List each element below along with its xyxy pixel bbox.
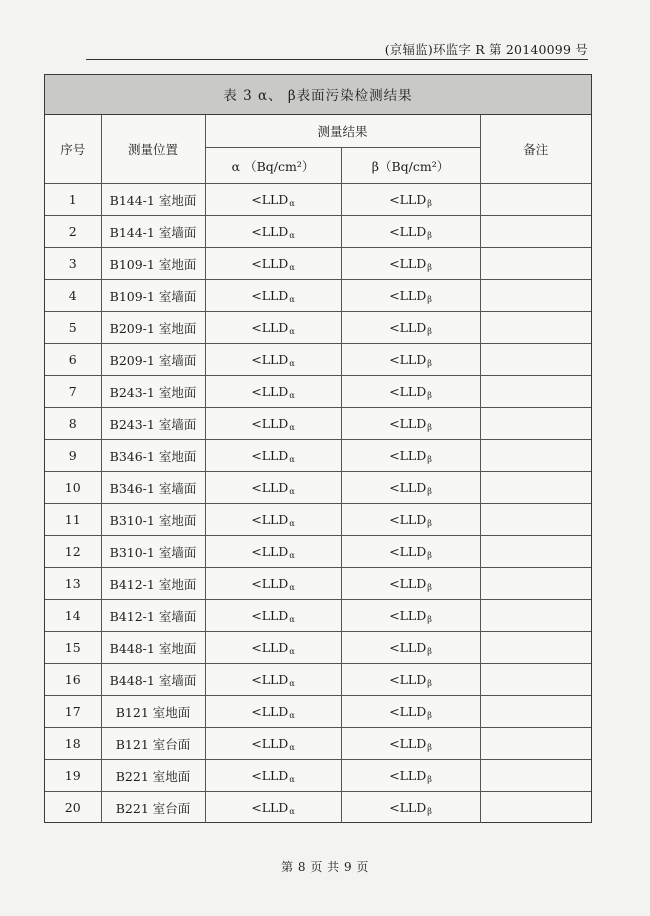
cell-alpha	[205, 536, 341, 568]
cell-location	[101, 536, 205, 568]
table-row	[45, 408, 591, 440]
cell-seq	[45, 760, 101, 792]
cell-seq	[45, 632, 101, 664]
cell-location	[101, 312, 205, 344]
cell-location-value: B209-1 室地面	[109, 320, 197, 336]
table-row	[45, 536, 591, 568]
cell-location-value: B209-1 室墙面	[109, 352, 197, 368]
cell-alpha-subscript: α	[289, 774, 295, 784]
cell-alpha-subscript: α	[289, 710, 295, 720]
cell-remark	[480, 472, 591, 504]
header-seq: 序号	[45, 115, 101, 184]
header-beta: β（Bq/cm²）	[341, 148, 480, 184]
cell-seq-value: 12	[64, 544, 81, 559]
cell-beta	[341, 728, 480, 760]
cell-alpha-value: <LLD	[251, 287, 289, 303]
cell-location-value: B243-1 室地面	[109, 384, 197, 400]
cell-seq-value: 1	[68, 192, 77, 207]
cell-location	[101, 632, 205, 664]
cell-remark	[480, 568, 591, 600]
cell-beta	[341, 632, 480, 664]
cell-location	[101, 376, 205, 408]
cell-alpha	[205, 568, 341, 600]
cell-beta-subscript: β	[427, 774, 432, 784]
cell-location	[101, 664, 205, 696]
cell-seq-value: 8	[68, 416, 77, 431]
cell-remark	[480, 600, 591, 632]
table-caption: 表 3 α、 β表面污染检测结果	[45, 75, 591, 115]
cell-location-value: B412-1 室墙面	[109, 608, 197, 624]
cell-beta-subscript: β	[427, 806, 432, 816]
cell-alpha-value: <LLD	[251, 511, 289, 527]
cell-remark	[480, 728, 591, 760]
cell-location	[101, 504, 205, 536]
cell-remark	[480, 760, 591, 792]
cell-location-value: B121 室地面	[115, 704, 191, 720]
cell-location-value: B144-1 室墙面	[109, 224, 197, 240]
cell-remark	[480, 248, 591, 280]
cell-remark	[480, 408, 591, 440]
cell-seq	[45, 728, 101, 760]
cell-alpha	[205, 760, 341, 792]
cell-beta-subscript: β	[427, 518, 432, 528]
cell-alpha-value: <LLD	[251, 191, 289, 207]
cell-alpha-subscript: α	[289, 294, 295, 304]
cell-seq	[45, 600, 101, 632]
cell-location-value: B310-1 室地面	[109, 512, 197, 528]
cell-location	[101, 440, 205, 472]
cell-seq	[45, 312, 101, 344]
cell-alpha	[205, 696, 341, 728]
cell-location-value: B109-1 室地面	[109, 256, 197, 272]
table-row	[45, 248, 591, 280]
cell-alpha	[205, 440, 341, 472]
cell-beta	[341, 248, 480, 280]
cell-beta-subscript: β	[427, 326, 432, 336]
cell-seq	[45, 696, 101, 728]
cell-alpha-value: <LLD	[251, 543, 289, 559]
cell-alpha-value: <LLD	[251, 319, 289, 335]
cell-seq-value: 5	[68, 320, 77, 335]
table-row	[45, 312, 591, 344]
cell-beta-subscript: β	[427, 262, 432, 272]
cell-remark	[480, 184, 591, 216]
cell-alpha	[205, 600, 341, 632]
cell-seq	[45, 344, 101, 376]
table-row	[45, 632, 591, 664]
cell-alpha-subscript: α	[289, 198, 295, 208]
cell-beta	[341, 472, 480, 504]
header-alpha: α （Bq/cm²）	[205, 148, 341, 184]
cell-beta-subscript: β	[427, 422, 432, 432]
cell-location-value: B221 室台面	[115, 800, 191, 816]
cell-alpha-subscript: α	[289, 454, 295, 464]
table-row	[45, 728, 591, 760]
document-reference-number: (京辐监)环监字 R 第 20140099 号	[384, 42, 588, 57]
cell-alpha	[205, 472, 341, 504]
page-number: 第 8 页 共 9 页	[281, 860, 369, 874]
cell-seq-value: 16	[64, 672, 81, 687]
cell-seq	[45, 376, 101, 408]
cell-alpha-subscript: α	[289, 614, 295, 624]
cell-seq	[45, 184, 101, 216]
cell-beta	[341, 760, 480, 792]
header-remark: 备注	[480, 115, 591, 184]
cell-alpha-value: <LLD	[251, 255, 289, 271]
table-row	[45, 760, 591, 792]
cell-beta-subscript: β	[427, 614, 432, 624]
cell-location	[101, 344, 205, 376]
cell-beta-subscript: β	[427, 710, 432, 720]
cell-alpha	[205, 312, 341, 344]
cell-seq-value: 19	[64, 768, 81, 783]
cell-beta-value: <LLD	[389, 255, 427, 271]
cell-alpha-value: <LLD	[251, 703, 289, 719]
cell-beta-subscript: β	[427, 390, 432, 400]
table-row	[45, 600, 591, 632]
cell-alpha-value: <LLD	[251, 575, 289, 591]
cell-beta-subscript: β	[427, 486, 432, 496]
cell-beta-value: <LLD	[389, 799, 427, 815]
cell-remark	[480, 632, 591, 664]
cell-location	[101, 280, 205, 312]
cell-seq	[45, 568, 101, 600]
cell-remark	[480, 504, 591, 536]
cell-alpha-subscript: α	[289, 678, 295, 688]
cell-location-value: B346-1 室墙面	[109, 480, 197, 496]
cell-alpha	[205, 632, 341, 664]
cell-beta	[341, 568, 480, 600]
cell-seq	[45, 248, 101, 280]
cell-beta	[341, 440, 480, 472]
cell-beta	[341, 536, 480, 568]
cell-alpha	[205, 792, 341, 824]
cell-alpha-subscript: α	[289, 486, 295, 496]
cell-beta	[341, 408, 480, 440]
cell-location	[101, 728, 205, 760]
header-location: 测量位置	[101, 115, 205, 184]
cell-alpha-subscript: α	[289, 326, 295, 336]
cell-seq-value: 20	[64, 800, 81, 815]
cell-seq-value: 13	[64, 576, 81, 591]
cell-beta-value: <LLD	[389, 383, 427, 399]
cell-beta	[341, 344, 480, 376]
cell-location	[101, 792, 205, 824]
cell-beta	[341, 664, 480, 696]
cell-remark	[480, 440, 591, 472]
cell-beta-subscript: β	[427, 550, 432, 560]
cell-seq	[45, 440, 101, 472]
cell-location-value: B109-1 室墙面	[109, 288, 197, 304]
cell-alpha-value: <LLD	[251, 607, 289, 623]
cell-remark	[480, 376, 591, 408]
cell-alpha-subscript: α	[289, 806, 295, 816]
cell-beta-value: <LLD	[389, 607, 427, 623]
cell-beta-subscript: β	[427, 742, 432, 752]
results-table-frame	[44, 74, 592, 823]
cell-remark	[480, 792, 591, 824]
cell-beta	[341, 600, 480, 632]
cell-seq-value: 15	[64, 640, 81, 655]
cell-beta-value: <LLD	[389, 447, 427, 463]
table-row	[45, 440, 591, 472]
cell-alpha-subscript: α	[289, 422, 295, 432]
cell-remark	[480, 536, 591, 568]
cell-location-value: B221 室地面	[115, 768, 191, 784]
cell-beta-subscript: β	[427, 678, 432, 688]
cell-alpha	[205, 344, 341, 376]
cell-alpha-value: <LLD	[251, 383, 289, 399]
cell-location	[101, 760, 205, 792]
cell-seq-value: 3	[68, 256, 77, 271]
cell-seq-value: 6	[68, 352, 77, 367]
cell-beta	[341, 376, 480, 408]
cell-alpha-value: <LLD	[251, 447, 289, 463]
cell-location-value: B310-1 室墙面	[109, 544, 197, 560]
cell-seq-value: 11	[64, 512, 81, 527]
cell-beta-subscript: β	[427, 198, 432, 208]
surface-contamination-table	[45, 115, 591, 823]
cell-remark	[480, 696, 591, 728]
cell-beta-subscript: β	[427, 294, 432, 304]
cell-alpha-subscript: α	[289, 230, 295, 240]
table-row	[45, 184, 591, 216]
cell-beta	[341, 280, 480, 312]
cell-beta	[341, 312, 480, 344]
cell-location-value: B121 室台面	[115, 736, 191, 752]
cell-alpha	[205, 664, 341, 696]
header-rule	[86, 59, 588, 60]
cell-alpha-subscript: α	[289, 742, 295, 752]
cell-beta-value: <LLD	[389, 223, 427, 239]
table-row	[45, 376, 591, 408]
cell-alpha-subscript: α	[289, 550, 295, 560]
cell-beta-value: <LLD	[389, 575, 427, 591]
cell-beta-subscript: β	[427, 358, 432, 368]
cell-remark	[480, 216, 591, 248]
cell-seq	[45, 792, 101, 824]
cell-beta-value: <LLD	[389, 511, 427, 527]
cell-location-value: B412-1 室地面	[109, 576, 197, 592]
cell-alpha-subscript: α	[289, 582, 295, 592]
cell-beta-value: <LLD	[389, 639, 427, 655]
cell-seq	[45, 472, 101, 504]
cell-remark	[480, 344, 591, 376]
header-results: 测量结果	[205, 115, 480, 148]
cell-remark	[480, 664, 591, 696]
cell-alpha-value: <LLD	[251, 223, 289, 239]
cell-seq-value: 18	[64, 736, 81, 751]
cell-location	[101, 568, 205, 600]
cell-beta-subscript: β	[427, 454, 432, 464]
cell-seq-value: 14	[64, 608, 81, 623]
table-row	[45, 568, 591, 600]
cell-beta-value: <LLD	[389, 543, 427, 559]
table-row	[45, 216, 591, 248]
cell-alpha	[205, 280, 341, 312]
cell-beta-value: <LLD	[389, 479, 427, 495]
cell-location-value: B346-1 室地面	[109, 448, 197, 464]
cell-alpha-subscript: α	[289, 518, 295, 528]
cell-beta-value: <LLD	[389, 351, 427, 367]
cell-beta	[341, 184, 480, 216]
cell-beta-value: <LLD	[389, 703, 427, 719]
cell-alpha-value: <LLD	[251, 479, 289, 495]
cell-alpha-value: <LLD	[251, 639, 289, 655]
cell-location-value: B448-1 室墙面	[109, 672, 197, 688]
cell-beta-subscript: β	[427, 582, 432, 592]
table-row	[45, 472, 591, 504]
cell-beta-value: <LLD	[389, 671, 427, 687]
cell-alpha	[205, 216, 341, 248]
cell-alpha	[205, 504, 341, 536]
cell-seq-value: 9	[68, 448, 77, 463]
cell-alpha-subscript: α	[289, 390, 295, 400]
cell-seq	[45, 216, 101, 248]
cell-alpha-value: <LLD	[251, 671, 289, 687]
cell-remark	[480, 312, 591, 344]
cell-beta	[341, 696, 480, 728]
table-row	[45, 792, 591, 824]
table-row	[45, 664, 591, 696]
cell-seq-value: 4	[68, 288, 77, 303]
cell-alpha-value: <LLD	[251, 415, 289, 431]
cell-seq-value: 7	[68, 384, 77, 399]
cell-beta-value: <LLD	[389, 287, 427, 303]
cell-location-value: B243-1 室墙面	[109, 416, 197, 432]
cell-beta-subscript: β	[427, 230, 432, 240]
cell-location	[101, 248, 205, 280]
cell-alpha-value: <LLD	[251, 799, 289, 815]
cell-beta-value: <LLD	[389, 415, 427, 431]
cell-location	[101, 696, 205, 728]
table-row	[45, 344, 591, 376]
cell-alpha	[205, 728, 341, 760]
table-row	[45, 504, 591, 536]
cell-alpha	[205, 376, 341, 408]
cell-beta-value: <LLD	[389, 735, 427, 751]
cell-seq	[45, 280, 101, 312]
cell-location	[101, 600, 205, 632]
cell-location-value: B448-1 室地面	[109, 640, 197, 656]
cell-beta-subscript: β	[427, 646, 432, 656]
cell-seq-value: 17	[64, 704, 81, 719]
cell-beta-value: <LLD	[389, 767, 427, 783]
cell-seq	[45, 536, 101, 568]
cell-alpha-subscript: α	[289, 646, 295, 656]
cell-seq-value: 2	[68, 224, 77, 239]
cell-seq	[45, 664, 101, 696]
cell-location	[101, 184, 205, 216]
cell-alpha-subscript: α	[289, 358, 295, 368]
cell-alpha-value: <LLD	[251, 351, 289, 367]
cell-alpha-subscript: α	[289, 262, 295, 272]
cell-beta-value: <LLD	[389, 319, 427, 335]
cell-location	[101, 408, 205, 440]
cell-beta	[341, 792, 480, 824]
table-row	[45, 280, 591, 312]
cell-alpha	[205, 184, 341, 216]
cell-seq	[45, 504, 101, 536]
cell-seq-value: 10	[64, 480, 81, 495]
cell-alpha-value: <LLD	[251, 735, 289, 751]
cell-alpha-value: <LLD	[251, 767, 289, 783]
cell-location-value: B144-1 室地面	[109, 192, 197, 208]
cell-seq	[45, 408, 101, 440]
cell-alpha	[205, 248, 341, 280]
cell-beta-value: <LLD	[389, 191, 427, 207]
cell-location	[101, 216, 205, 248]
cell-remark	[480, 280, 591, 312]
cell-beta	[341, 216, 480, 248]
cell-location	[101, 472, 205, 504]
cell-beta	[341, 504, 480, 536]
table-row	[45, 696, 591, 728]
cell-alpha	[205, 408, 341, 440]
